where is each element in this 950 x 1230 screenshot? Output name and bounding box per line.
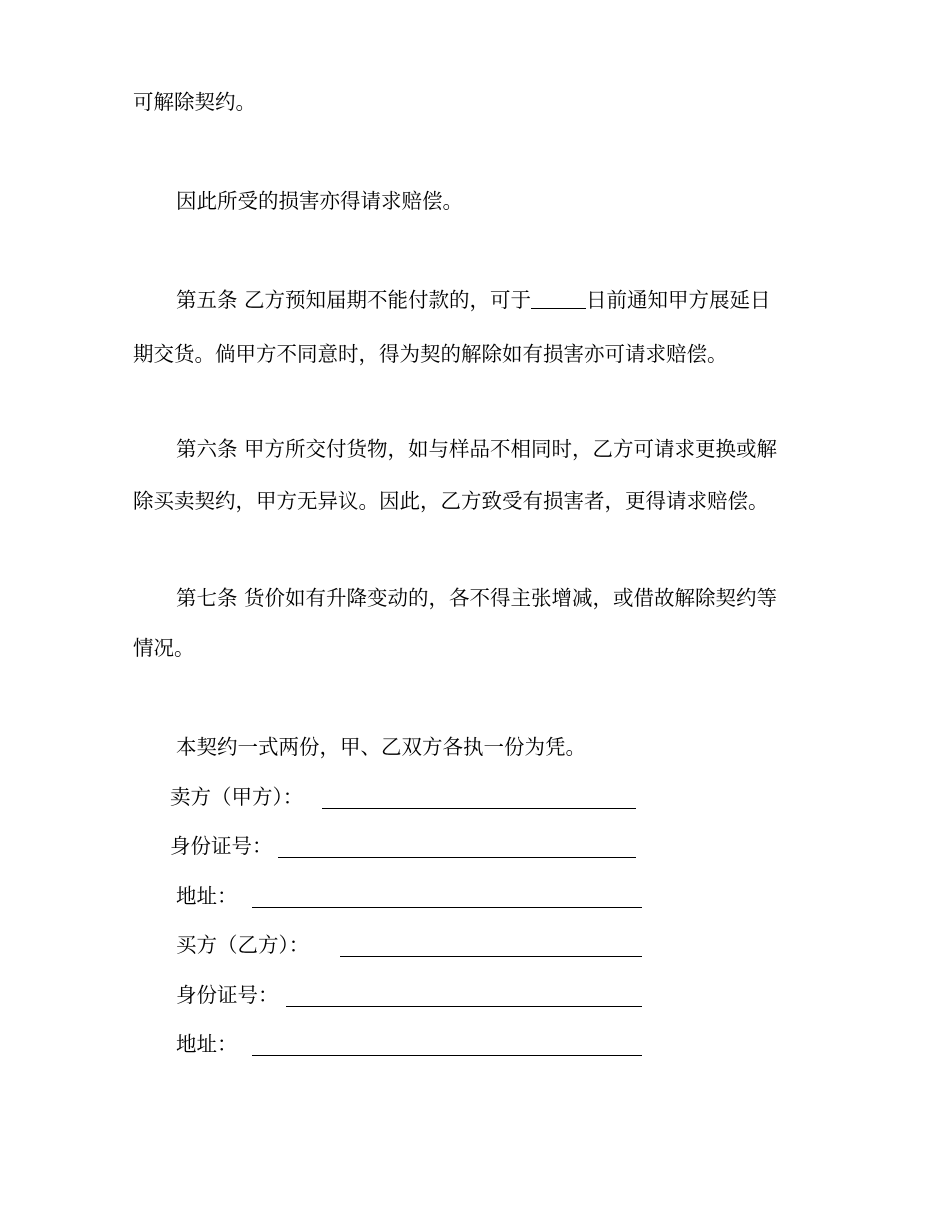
buyer-address-field [176,1030,646,1058]
buyer-address-line[interactable] [252,1055,642,1056]
buyer-id-label: 身份证号： [176,983,279,1007]
article-7-line-1: 第七条 货价如有升降变动的，各不得主张增减，或借故解除契约等 [176,586,778,610]
buyer-id-line[interactable] [286,1006,642,1007]
seller-id-field [170,832,640,860]
article-5-days-blank [531,290,586,309]
article-5-text-a: 第五条 乙方预知届期不能付款的，可于 [176,288,532,312]
seller-name-label: 卖方（甲方）： [170,785,304,809]
paragraph-continuation: 可解除契约。 [133,90,256,114]
buyer-address-label: 地址： [176,1032,238,1056]
closing-statement: 本契约一式两份，甲、乙双方各执一份为凭。 [176,735,586,759]
seller-id-line[interactable] [278,857,636,858]
paragraph-damages: 因此所受的损害亦得请求赔偿。 [176,189,463,213]
buyer-name-label: 买方（乙方）： [176,933,310,957]
article-6-line-2: 除买卖契约，甲方无异议。因此，乙方致受有损害者，更得请求赔偿。 [133,489,769,513]
seller-name-line[interactable] [322,808,636,809]
seller-address-line[interactable] [252,907,642,908]
article-5-line-1 [176,286,771,314]
buyer-id-field [176,981,646,1009]
article-5-text-b: 日前通知甲方展延日 [586,288,771,312]
seller-address-field [176,882,646,910]
buyer-name-field [176,931,646,959]
seller-name-field [170,783,640,811]
seller-address-label: 地址： [176,884,238,908]
buyer-name-line[interactable] [340,956,642,957]
article-5-line-2: 期交货。倘甲方不同意时，得为契的解除如有损害亦可请求赔偿。 [133,342,728,366]
article-6-line-1: 第六条 甲方所交付货物，如与样品不相同时，乙方可请求更换或解 [176,437,778,461]
seller-id-label: 身份证号： [170,834,273,858]
article-7-line-2: 情况。 [133,636,195,660]
